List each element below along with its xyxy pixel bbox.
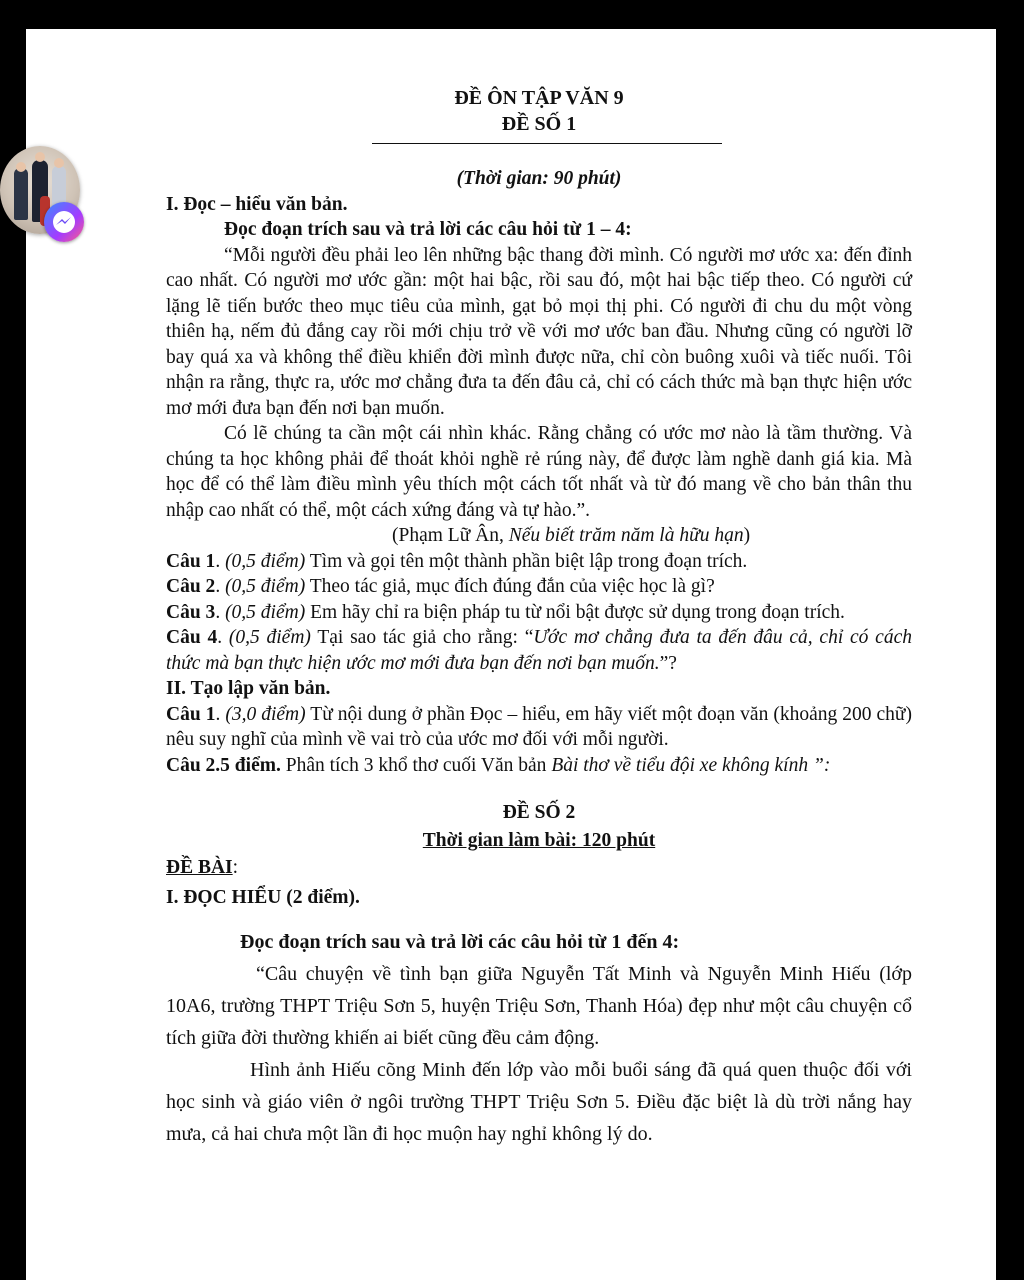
- exam-2-label: [166, 855, 912, 881]
- writing-question-1: Câu 1. (3,0 điểm) Từ nội dung ở phần Đọc – hiểu, em hãy viết một đoạn văn (khoảng 200 chữ) nêu suy nghĩ của mình về vai trò của ước mơ đối với mỗi người.: [166, 703, 912, 750]
- exam-time: (Thời gian: 90 phút): [456, 168, 622, 189]
- de-bai-colon: :: [232, 857, 239, 878]
- question-label: Câu 2.5 điểm.: [166, 754, 281, 776]
- exam-2-time: Thời gian làm bài: 120 phút: [422, 829, 656, 851]
- question-label: Câu 1: [166, 703, 216, 725]
- question-points: (0,5 điểm): [225, 601, 306, 623]
- messenger-icon[interactable]: [44, 202, 84, 242]
- question-tail: ”:: [808, 754, 831, 776]
- section-heading-writing: II. Tạo lập văn bản.: [166, 678, 331, 699]
- writing-question-2: [166, 753, 912, 779]
- question-label: Câu 2: [166, 576, 216, 597]
- de-bai-label: ĐỀ BÀI: [166, 857, 233, 878]
- exam-2-passage-paragraph: Hình ảnh Hiếu cõng Minh đến lớp vào mỗi buổi sáng đã quá quen thuộc đối với học sinh và giáo viên ở ngôi trường THPT Triệu Sơn 5. Điều đặc biệt là dù trời nắng hay mưa, cả hai chưa một lần đi học muộn hay nghỉ không lý do.: [166, 1059, 912, 1145]
- question-tail: ”?: [659, 652, 677, 674]
- question-label: Câu 4: [166, 627, 218, 648]
- exam-2-section-heading: I. ĐỌC HIỂU (2 điểm).: [166, 886, 360, 908]
- question-text: Từ nội dung ở phần Đọc – hiểu, em hãy viết một đoạn văn (khoảng 200 chữ) nêu suy nghĩ của mình về vai trò của ước mơ đối với mỗi người.: [166, 703, 912, 750]
- passage-source: [166, 523, 912, 549]
- question-quote: Ước mơ chẳng đưa ta đến đâu cả, chỉ có cách thức mà bạn thực hiện ước mơ mới đưa bạn đến nơi bạn muốn.: [166, 627, 912, 674]
- question-text: Tại sao tác giả cho rằng: “: [310, 627, 534, 648]
- exam-number: ĐỀ SỐ 1: [501, 112, 577, 135]
- question-points: (0,5 điểm): [225, 550, 306, 572]
- source-author: (Phạm Lữ Ân,: [392, 525, 509, 546]
- question-text: Tìm và gọi tên một thành phần biệt lập trong đoạn trích.: [305, 550, 748, 572]
- document-page: [26, 29, 996, 1280]
- question-2: Câu 2. (0,5 điểm) Theo tác giả, mục đích đúng đắn của việc học là gì?: [166, 576, 715, 597]
- exam-title: ĐỀ ÔN TẬP VĂN 9: [454, 87, 624, 109]
- document-body: [166, 29, 912, 1150]
- question-label: Câu 1: [166, 550, 216, 572]
- question-points: (0,5 điểm): [228, 627, 311, 648]
- work-title: Bài thơ về tiểu đội xe không kính: [551, 754, 809, 776]
- reading-instruction: Đọc đoạn trích sau và trả lời các câu hỏi từ 1 – 4:: [224, 219, 632, 240]
- question-text: Em hãy chỉ ra biện pháp tu từ nổi bật được sử dụng trong đoạn trích.: [305, 601, 845, 623]
- source-close: ): [743, 525, 751, 546]
- question-3: Câu 3. (0,5 điểm) Em hãy chỉ ra biện pháp tu từ nổi bật được sử dụng trong đoạn trích.: [166, 601, 845, 623]
- exam-2-passage-paragraph: “Câu chuyện về tình bạn giữa Nguyễn Tất Minh và Nguyễn Minh Hiếu (lớp 10A6, trường THPT Triệu Sơn 5, huyện Triệu Sơn, Thanh Hóa) đẹp như một câu chuyện cổ tích giữa đời thường khiến ai biết cũng đều cảm động.: [166, 963, 912, 1049]
- passage-paragraph: “Mỗi người đều phải leo lên những bậc thang đời mình. Có người mơ ước xa: đến đỉnh cao nhất. Có người mơ ước gần: một hai bậc, rồi sau đó, một hai bậc tiếp theo. Có người cứ lặng lẽ tiến bước theo mục tiêu của mình, gạt bỏ mọi thị phi. Có người đi chu du một vòng thiên hạ, nếm đủ đắng cay rồi mới chịu trở về với mơ ước ban đầu. Nhưng cũng có người lỡ bay quá xa và không thể điều khiển đời mình được nữa, chỉ còn buông xuôi và tiếc nuối. Tôi nhận ra rằng, thực ra, ước mơ chẳng đưa ta đến đâu cả, chỉ có cách thức mà bạn thực hiện ước mơ mới đưa bạn đến nơi bạn muốn.: [166, 244, 912, 419]
- question-label: Câu 3: [166, 601, 216, 623]
- title-rule: [372, 143, 722, 144]
- exam-2-number: ĐỀ SỐ 2: [502, 802, 576, 823]
- question-text: Theo tác giả, mục đích đúng đắn của việc học là gì?: [305, 576, 715, 597]
- source-book: Nếu biết trăm năm là hữu hạn: [508, 525, 744, 546]
- section-heading-reading: I. Đọc – hiểu văn bản.: [166, 193, 348, 215]
- question-4: Câu 4. (0,5 điểm) Tại sao tác giả cho rằng: “Ước mơ chẳng đưa ta đến đâu cả, chỉ có cách thức mà bạn thực hiện ước mơ mới đưa bạn đến nơi bạn muốn.”?: [166, 627, 912, 674]
- question-1: Câu 1. (0,5 điểm) Tìm và gọi tên một thành phần biệt lập trong đoạn trích.: [166, 550, 748, 572]
- passage-paragraph: Có lẽ chúng ta cần một cái nhìn khác. Rằng chẳng có ước mơ nào là tầm thường. Và chúng ta học không phải để thoát khỏi nghề rẻ rúng này, để được làm nghề danh giá kia. Mà học để có thể làm điều mình yêu thích một cách tốt nhất và từ đó mang về cho bản thân thu nhập cao nhất có thể, một cách xứng đáng và tự hào.”.: [166, 423, 912, 521]
- question-points: (3,0 điểm): [225, 703, 306, 725]
- question-points: (0,5 điểm): [225, 576, 306, 597]
- exam-2-instruction: Đọc đoạn trích sau và trả lời các câu hỏi từ 1 đến 4:: [240, 931, 680, 953]
- question-text: Phân tích 3 khổ thơ cuối Văn bản: [280, 754, 552, 776]
- messenger-bolt-icon: [54, 213, 74, 231]
